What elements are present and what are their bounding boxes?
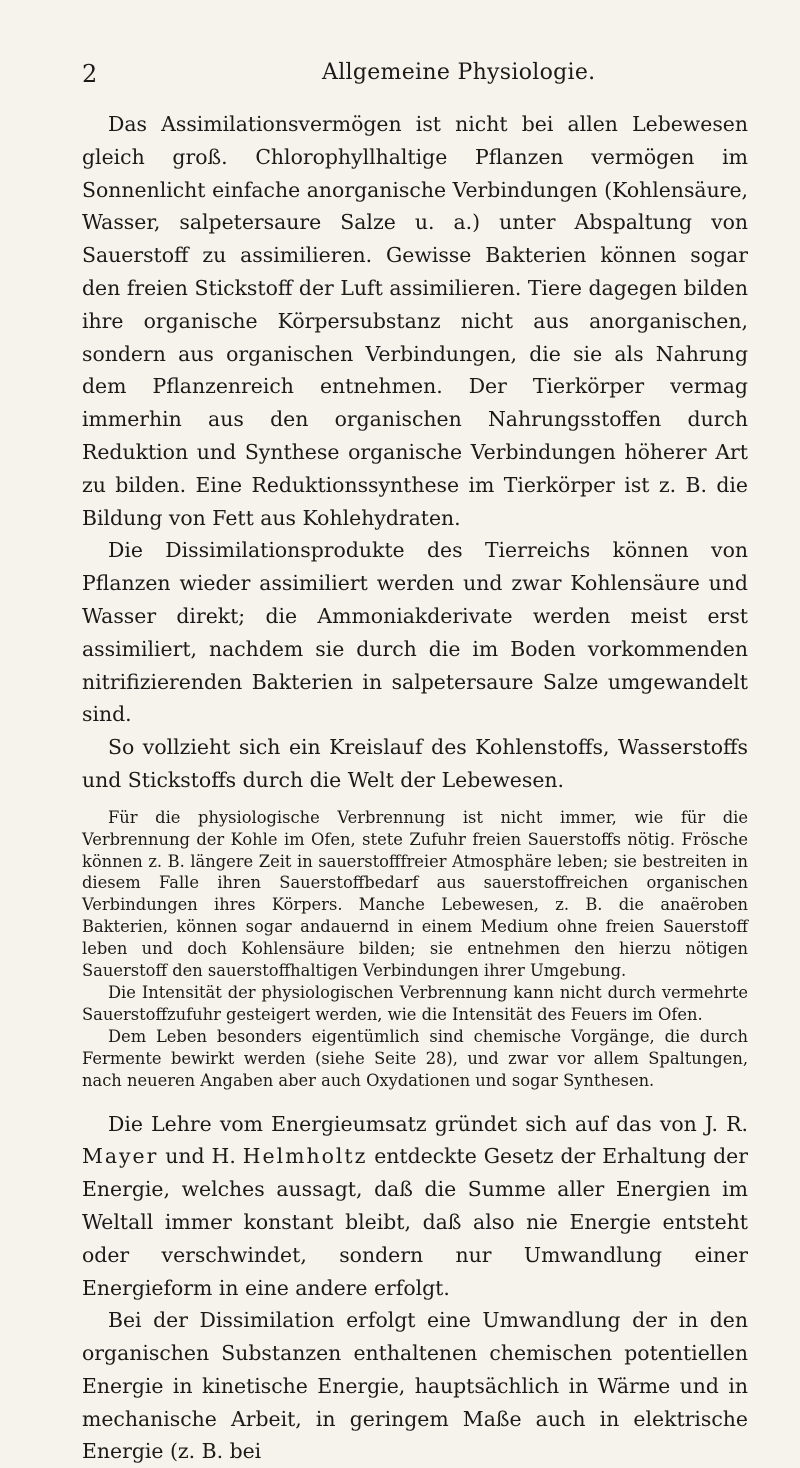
main-text-section-1: [82, 108, 748, 797]
running-head: Allgemeine Physiologie.: [322, 60, 596, 85]
energy-text-b: und H.: [165, 1144, 236, 1169]
paragraph-cycle: So vollzieht sich ein Kreislauf des Kohlenstoffs, Wasserstoffs und Stickstoffs durch die Welt der Lebewesen.: [82, 735, 748, 792]
note-intensity: Die Intensität der physiologischen Verbrennung kann nicht durch vermehrte Sauerstoffzufuhr gesteigert werden, wie die Intensität des Feuers im Ofen.: [82, 982, 748, 1024]
paragraph-assimilation: Das Assimilationsvermögen ist nicht bei allen Lebewesen gleich groß. Chlorophyllhaltige Pflanzen vermögen im Sonnenlicht einfache anorganische Verbindungen (Kohlensäure, Wasser, salpetersaure Salze u. a.) unter Abspaltung von Sauerstoff zu assimilieren. Gewisse Bakterien können sogar den freien Stickstoff der Luft assimilieren. Tiere dagegen bilden ihre organische Körpersubstanz nicht aus anorganischen, sondern aus organischen Verbindungen, die sie als Nahrung dem Pflanzenreich entnehmen. Der Tierkörper vermag immerhin aus den organischen Nahrungsstoffen durch Reduktion und Synthese organische Verbindungen höherer Art zu bilden. Eine Reduktionssynthese im Tierkörper ist z. B. die Bildung von Fett aus Kohlehydraten.: [82, 112, 748, 530]
small-print-notes: [82, 807, 748, 1092]
note-ferments: Dem Leben besonders eigentümlich sind chemische Vorgänge, die durch Fermente bewirkt werden (siehe Seite 28), und zwar vor allem Spaltungen, nach neueren Angaben aber auch Oxydationen und sogar Synthesen.: [82, 1026, 748, 1090]
main-text-section-2: [82, 1108, 748, 1468]
paragraph-dissimilation-products: Die Dissimilationsprodukte des Tierreichs können von Pflanzen wieder assimiliert werden und zwar Kohlensäure und Wasser direkt; die Ammoniakderivate werden meist erst assimiliert, nachdem sie durch die im Boden vorkommenden nitrifizierenden Bakterien in salpetersaure Salze umgewandelt sind.: [82, 538, 748, 727]
paragraph-energy-conversion: Bei der Dissimilation erfolgt eine Umwandlung der in den organischen Substanzen enthaltenen chemischen potentiellen Energie in kinetische Energie, hauptsächlich in Wärme und in mechanische Arbeit, in geringem Maße auch in elektrische Energie (z. B. bei: [82, 1308, 748, 1464]
page-header: [82, 60, 748, 92]
note-combustion: Für die physiologische Verbrennung ist nicht immer, wie für die Verbrennung der Kohle im Ofen, stete Zufuhr freien Sauerstoffs nötig. Frösche können z. B. längere Zeit in sauerstofffreier Atmosphäre leben; sie bestreiten in diesem Falle ihren Sauerstoffbedarf aus sauerstoffreichen organischen Verbindungen ihres Körpers. Manche Lebewesen, z. B. die anaëroben Bakterien, können sogar andauernd in einem Medium ohne freien Sauerstoff leben und doch Kohlensäure bilden; sie entnehmen den hierzu nötigen Sauerstoff den sauerstoffhaltigen Verbindungen ihrer Umgebung.: [82, 807, 748, 981]
paragraph-energy-conservation: [82, 1108, 748, 1305]
energy-text-a: Die Lehre vom Energieumsatz gründet sich auf das von J. R.: [108, 1111, 748, 1136]
author-mayer: Mayer: [82, 1144, 159, 1169]
energy-text-c: entdeckte Gesetz der Erhaltung der Energie, welches aussagt, daß die Summe aller Energien im Weltall immer konstant bleibt, daß also nie Energie entsteht oder verschwindet, sondern nur Umwandlung einer Energieform in eine andere erfolgt.: [82, 1144, 748, 1300]
author-helmholtz: Helmholtz: [242, 1144, 368, 1169]
page-number: 2: [82, 60, 98, 88]
